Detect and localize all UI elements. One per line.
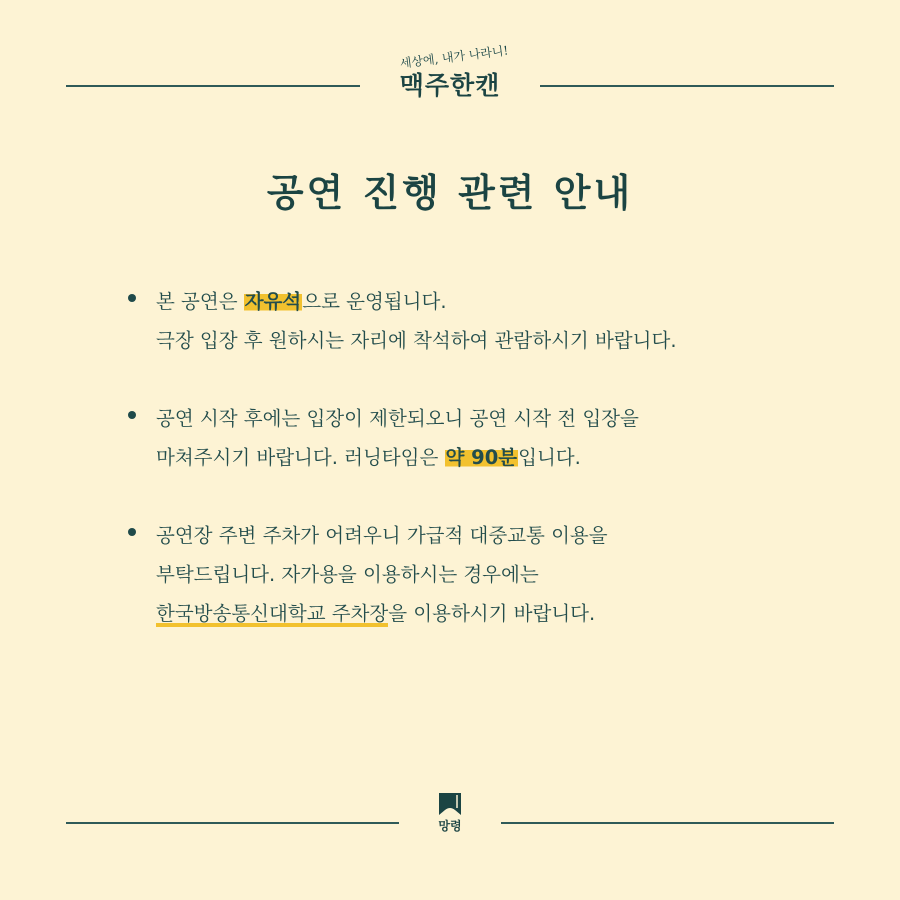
notice-item [128, 516, 828, 633]
footer-divider-left [66, 822, 399, 824]
page-title: 공연 진행 관련 안내 [266, 170, 634, 215]
footer-divider-right [501, 822, 834, 824]
notice-item [128, 282, 828, 360]
logo-title: 맥주한캔 [399, 71, 501, 100]
notice-line: 공연 시작 후에는 입장이 제한되오니 공연 시작 전 입장을 [156, 407, 639, 430]
notice-item [128, 399, 828, 477]
highlight-seating: 자유석 [244, 290, 302, 313]
bullet-icon [128, 411, 136, 419]
book-icon [437, 793, 463, 817]
underlined-parking-location: 한국방송통신대학교 주차장 [156, 602, 388, 628]
show-logo [360, 43, 540, 102]
footer-logo-text: 망령 [438, 819, 462, 833]
footer-logo [433, 793, 467, 834]
notice-line [156, 594, 828, 633]
notice-line: 공연장 주변 주차가 어려우니 가급적 대중교통 이용을 [156, 524, 608, 547]
notice-line: 극장 입장 후 원하시는 자리에 착석하여 관람하시기 바랍니다. [156, 329, 677, 352]
bullet-icon [128, 294, 136, 302]
notice-text: 으로 운영됩니다. [302, 290, 447, 313]
notice-text: 본 공연은 [156, 290, 244, 313]
notice-text: 입니다. [518, 446, 581, 469]
notice-text: 마쳐주시기 바랍니다. 러닝타임은 [156, 446, 445, 469]
highlight-runtime: 약 90분 [445, 446, 518, 469]
logo-tagline: 세상에, 내가 나라니! [399, 43, 510, 71]
notice-line: 부탁드립니다. 자가용을 이용하시는 경우에는 [156, 563, 539, 586]
header-divider-right [540, 85, 834, 87]
notice-line [156, 282, 828, 321]
notice-line [156, 438, 828, 477]
header-divider-left [66, 85, 360, 87]
notice-text: 을 이용하시기 바랍니다. [388, 602, 596, 625]
notice-list [128, 282, 828, 672]
bullet-icon [128, 528, 136, 536]
